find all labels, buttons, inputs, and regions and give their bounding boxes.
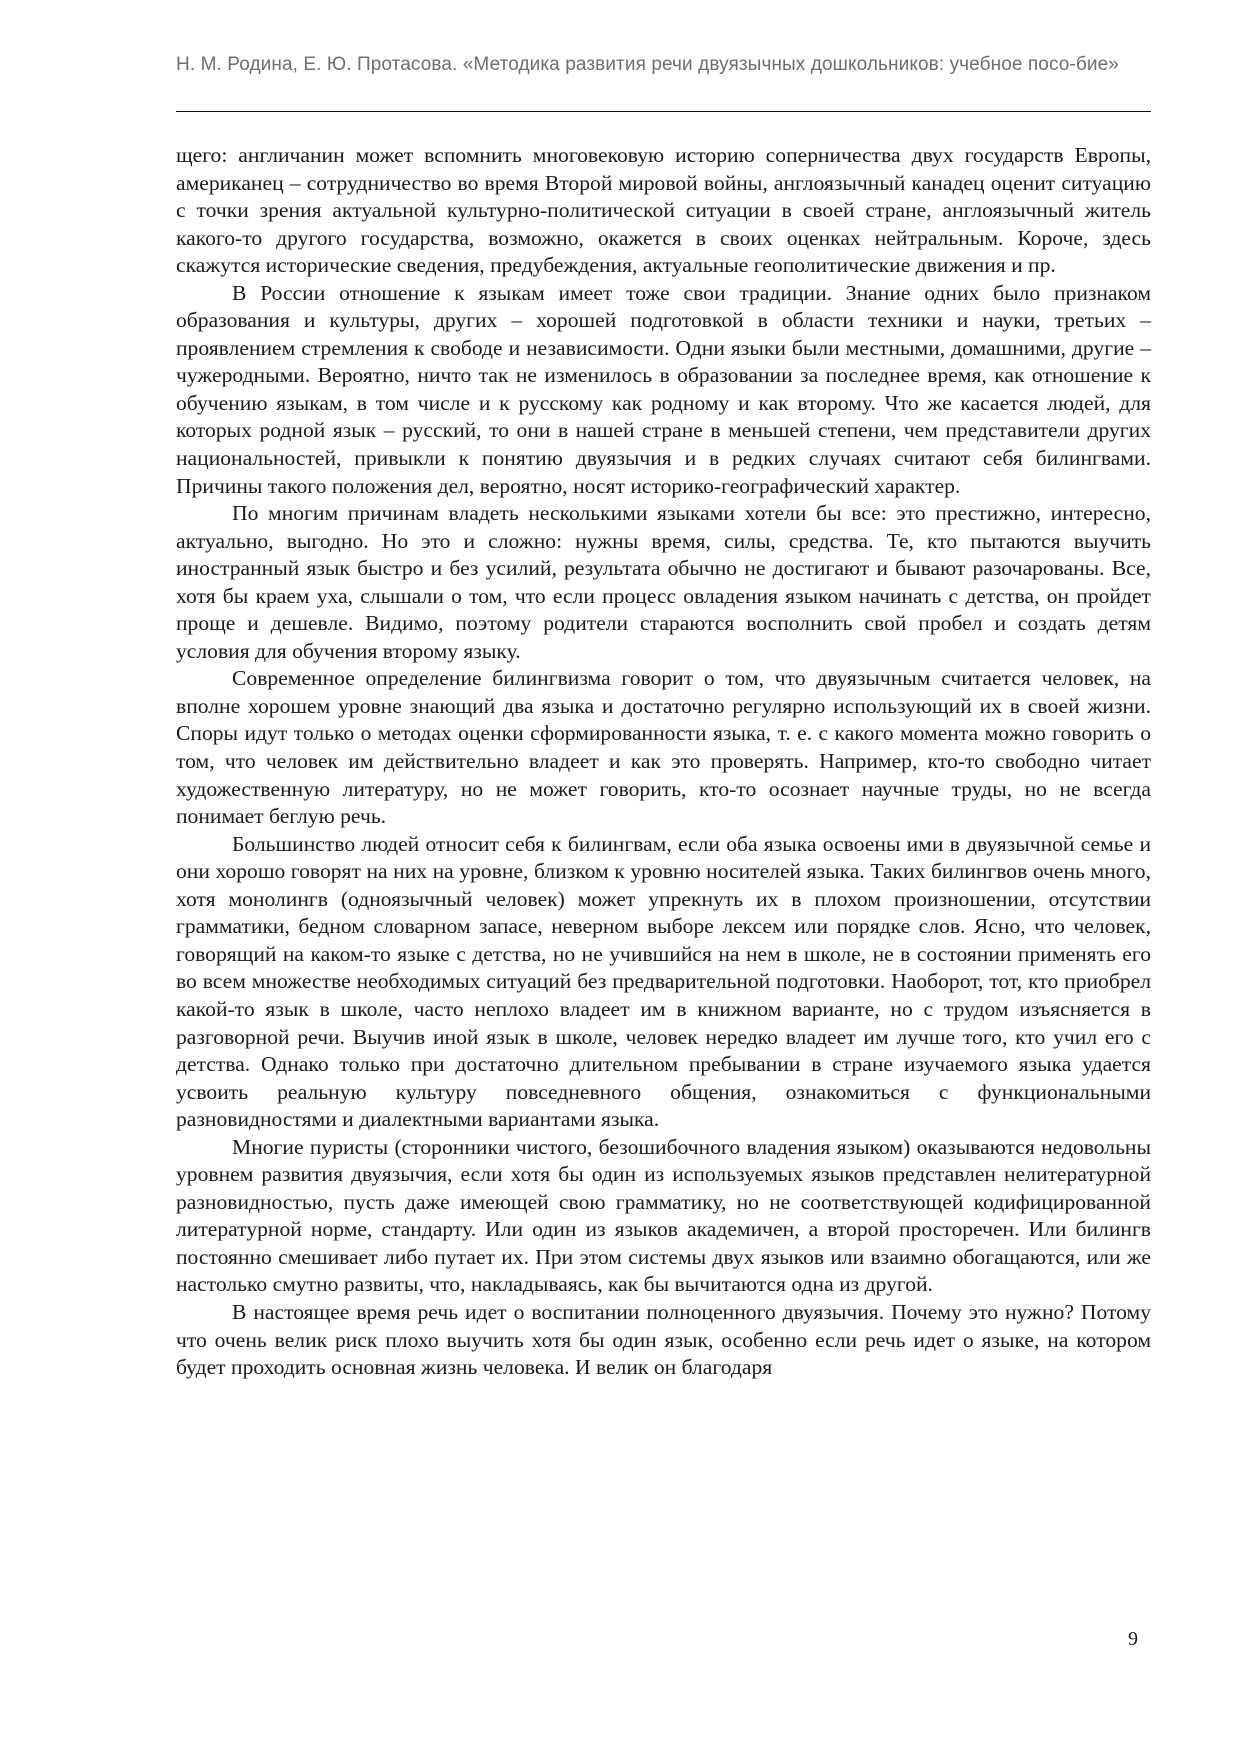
paragraph: Большинство людей относит себя к билингвам, если оба языка освоены ими в двуязычной семье и они хорошо говорят на них на уровне, близком к уровню носителей языка. Таких билингвов очень много, хотя монолингв (одноязычный человек) может упрекнуть их в плохом произношении, отсутствии грамматики, бедном словарном запасе, неверном выборе лексем или порядке слов. Ясно, что человек, говорящий на каком-то языке с детства, но не учившийся на нем в школе, не в состоянии применять его во всем множестве необходимых ситуаций без предварительной подготовки. Наоборот, тот, кто приобрел какой-то язык в школе, часто неплохо владеет им в книжном варианте, но с трудом изъясняется в разговорной речи. Выучив иной язык в школе, человек нередко владеет им лучше того, кто учил его с детства. Однако только при достаточно длительном пребывании в стране изучаемого языка удается усвоить реальную культуру повседневного общения, ознакомиться с функциональными разновидностями и диалектными вариантами языка. xyxy=(176,831,1151,1132)
paragraph-continuation: щего: англичанин может вспомнить многовековую историю соперничества двух государств Европы, американец – сотрудничество во время Второй мировой войны, англоязычный канадец оценит ситуацию с точки зрения актуальной культурно-политической ситуации в своей стране, англоязычный житель какого-то другого государства, возможно, окажется в своих оценках нейтральным. Короче, здесь скажутся исторические сведения, предубеждения, актуальные геополитические движения и пр. xyxy=(176,143,1151,278)
running-header: Н. М. Родина, Е. Ю. Протасова. «Методика развития речи двуязычных дошкольников: учебное посо-бие» xyxy=(176,54,1119,75)
paragraph: В настоящее время речь идет о воспитании полноценного двуязычия. Почему это нужно? Потому что очень велик риск плохо выучить хотя бы один язык, особенно если речь идет о языке, на котором будет проходить основная жизнь человека. И велик он благодаря xyxy=(176,1299,1151,1380)
paragraph: Современное определение билингвизма говорит о том, что двуязычным считается человек, на вполне хорошем уровне знающий два языка и достаточно регулярно использующий их в своей жизни. Споры идут только о методах оценки сформированности языка, т. е. с какого момента можно говорить о том, что человек им действительно владеет и как это проверять. Например, кто-то свободно читает художественную литературу, но не может говорить, кто-то осознает научные труды, но не всегда понимает беглую речь. xyxy=(176,666,1151,829)
paragraph: Многие пуристы (сторонники чистого, безошибочного владения языком) оказываются недовольны уровнем развития двуязычия, если хотя бы один из используемых языков представлен нелитературной разновидностью, пусть даже имеющей свою грамматику, но не соответствующей кодифицированной литературной норме, стандарту. Или один из языков академичен, а второй просторечен. Или билингв постоянно смешивает либо путает их. При этом системы двух языков или взаимно обогащаются, или же настолько смутно развиты, что, накладываясь, как бы вычитаются одна из другой. xyxy=(176,1134,1151,1297)
page-number: 9 xyxy=(1128,1628,1138,1650)
paragraph: В России отношение к языкам имеет тоже свои традиции. Знание одних было признаком образования и культуры, других – хорошей подготовкой в области техники и науки, третьих – проявлением стремления к свободе и независимости. Одни языки были местными, домашними, другие – чужеродными. Вероятно, ничто так не изменилось в образовании за последнее время, как отношение к обучению языкам, в том числе и к русскому как родному и как второму. Что же касается людей, для которых родной язык – русский, то они в нашей стране в меньшей степени, чем представители других национальностей, привыкли к понятию двуязычия и в редких случаях считают себя билингвами. Причины такого положения дел, вероятно, носят историко-географический характер. xyxy=(176,280,1151,498)
header-divider xyxy=(176,111,1151,112)
page-body xyxy=(176,142,1151,1382)
paragraph: По многим причинам владеть несколькими языками хотели бы все: это престижно, интересно, актуально, выгодно. Но это и сложно: нужны время, силы, средства. Те, кто пытаются выучить иностранный язык быстро и без усилий, результата обычно не достигают и бывают разочарованы. Все, хотя бы краем уха, слышали о том, что если процесс овладения языком начинать с детства, он пройдет проще и дешевле. Видимо, поэтому родители стараются восполнить свой пробел и создать детям условия для обучения второму языку. xyxy=(176,501,1151,663)
